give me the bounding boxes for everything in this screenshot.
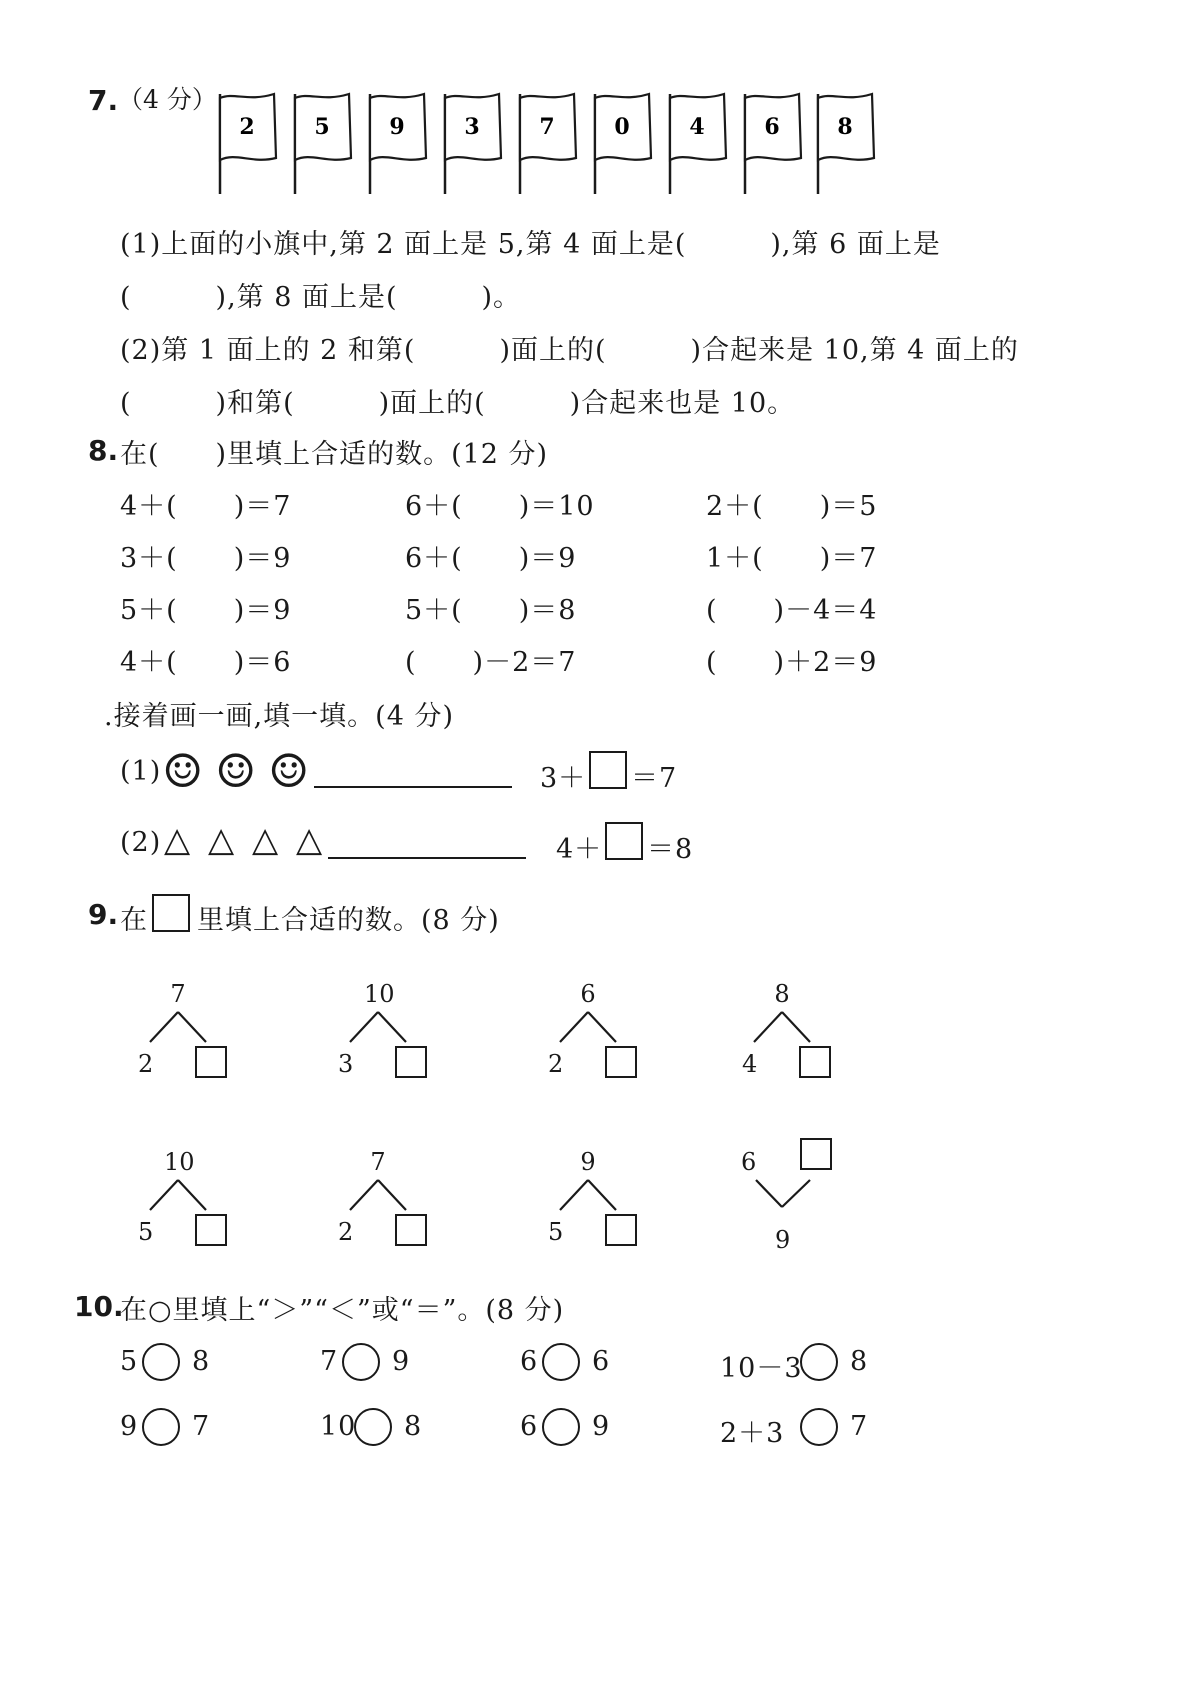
bond-total: 6 xyxy=(580,980,596,1008)
bond-total: 9 xyxy=(580,1148,596,1176)
q8-eq-r3c1: 5＋( )＝9 xyxy=(120,595,292,626)
compare-right: 8 xyxy=(192,1346,211,1377)
compare-circle[interactable] xyxy=(342,1343,380,1381)
triangle-icon: △ xyxy=(296,820,323,860)
compare-right: 7 xyxy=(850,1411,869,1442)
q7-score: （4 分） xyxy=(118,85,217,114)
q8-eq-r1c1: 4＋( )＝7 xyxy=(120,491,292,522)
answer-box[interactable] xyxy=(395,1214,427,1246)
compare-left: 6 xyxy=(520,1346,539,1377)
bond-total: 8 xyxy=(774,980,790,1008)
q8-eq-r4c2: ( )－2＝7 xyxy=(405,647,577,678)
q8-eq-r4c3: ( )＋2＝9 xyxy=(706,647,878,678)
flag-icon xyxy=(743,92,807,196)
draw-answer-line-2[interactable] xyxy=(328,857,526,859)
q8-eq-r1c3: 2＋( )＝5 xyxy=(706,491,878,522)
flag-icon xyxy=(668,92,732,196)
flag-icon xyxy=(293,92,357,196)
compare-right: 9 xyxy=(392,1346,411,1377)
draw-part1-label: (1) xyxy=(120,756,162,787)
smiley-face-icon: ☺ xyxy=(162,744,204,798)
draw-title: .接着画一画,填一填。(4 分) xyxy=(104,701,454,732)
bond-part-left: 3 xyxy=(338,1050,354,1078)
flag-icon xyxy=(593,92,657,196)
draw-eq2-right: ＝8 xyxy=(647,834,694,865)
bond-total: 7 xyxy=(370,1148,386,1176)
flag-number: 9 xyxy=(389,114,405,140)
compare-left: 10－3 xyxy=(720,1353,803,1384)
q10-title: 在○里填上“＞”“＜”或“＝”。(8 分) xyxy=(120,1295,565,1326)
compare-right: 8 xyxy=(850,1346,869,1377)
bond-total-bottom: 9 xyxy=(775,1226,791,1254)
answer-box[interactable] xyxy=(605,1046,637,1078)
q7-part2-line2: ( )和第( )面上的( )合起来也是 10。 xyxy=(120,388,796,419)
answer-box[interactable] xyxy=(195,1214,227,1246)
compare-left: 9 xyxy=(120,1411,139,1442)
smiley-face-icon: ☺ xyxy=(268,744,310,798)
q8-eq-r2c1: 3＋( )＝9 xyxy=(120,543,292,574)
q7-number: 7. xyxy=(88,84,119,117)
draw-eq1-left: 3＋ xyxy=(540,763,587,794)
q8-number: 8. xyxy=(88,434,119,467)
q9-title-pre: 在 xyxy=(120,905,148,936)
compare-circle[interactable] xyxy=(542,1408,580,1446)
q7-part1-line2: ( ),第 8 面上是( )。 xyxy=(120,282,522,313)
q7-part2-line1: (2)第 1 面上的 2 和第( )面上的( )合起来是 10,第 4 面上的 xyxy=(120,335,1019,366)
bond-part-left: 2 xyxy=(138,1050,154,1078)
flag-icon xyxy=(518,92,582,196)
answer-box[interactable] xyxy=(395,1046,427,1078)
compare-circle[interactable] xyxy=(800,1343,838,1381)
answer-box[interactable] xyxy=(605,1214,637,1246)
flag-number: 2 xyxy=(239,114,255,140)
bond-part-left: 4 xyxy=(742,1050,758,1078)
answer-box[interactable] xyxy=(800,1138,832,1170)
answer-box[interactable] xyxy=(605,822,643,860)
bond-part-left: 5 xyxy=(548,1218,564,1246)
q8-title: 在( )里填上合适的数。(12 分) xyxy=(120,439,549,470)
bond-part-left: 6 xyxy=(741,1148,757,1176)
compare-circle[interactable] xyxy=(354,1408,392,1446)
q8-eq-r2c2: 6＋( )＝9 xyxy=(405,543,577,574)
title-box-icon xyxy=(152,894,190,932)
smiley-face-icon: ☺ xyxy=(215,744,257,798)
draw-answer-line-1[interactable] xyxy=(314,786,512,788)
triangle-icon: △ xyxy=(164,820,191,860)
bond-part-left: 2 xyxy=(338,1218,354,1246)
q8-eq-r3c3: ( )－4＝4 xyxy=(706,595,878,626)
q7-part1-line1: (1)上面的小旗中,第 2 面上是 5,第 4 面上是( ),第 6 面上是 xyxy=(120,229,941,260)
bond-part-left: 2 xyxy=(548,1050,564,1078)
compare-right: 8 xyxy=(404,1411,423,1442)
triangle-icon: △ xyxy=(252,820,279,860)
draw-part2-label: (2) xyxy=(120,827,162,858)
compare-left: 5 xyxy=(120,1346,139,1377)
compare-left: 6 xyxy=(520,1411,539,1442)
q10-number: 10. xyxy=(74,1290,124,1323)
answer-box[interactable] xyxy=(589,751,627,789)
q9-number: 9. xyxy=(88,898,119,931)
draw-eq2-left: 4＋ xyxy=(556,834,603,865)
compare-circle[interactable] xyxy=(800,1408,838,1446)
flag-icon xyxy=(816,92,880,196)
q8-eq-r2c3: 1＋( )＝7 xyxy=(706,543,878,574)
bond-total: 10 xyxy=(164,1148,195,1176)
bond-part-left: 5 xyxy=(138,1218,154,1246)
compare-right: 7 xyxy=(192,1411,211,1442)
compare-left: 7 xyxy=(320,1346,339,1377)
flag-number: 4 xyxy=(689,114,705,140)
bond-total: 10 xyxy=(364,980,395,1008)
bond-lines-inverted xyxy=(0,0,1,1)
q8-eq-r4c1: 4＋( )＝6 xyxy=(120,647,292,678)
q8-eq-r3c2: 5＋( )＝8 xyxy=(405,595,577,626)
bond-total: 7 xyxy=(170,980,186,1008)
compare-circle[interactable] xyxy=(142,1408,180,1446)
compare-circle[interactable] xyxy=(142,1343,180,1381)
draw-eq1-right: ＝7 xyxy=(631,763,678,794)
q8-eq-r1c2: 6＋( )＝10 xyxy=(405,491,595,522)
flag-number: 8 xyxy=(837,114,853,140)
q9-title-post: 里填上合适的数。(8 分) xyxy=(197,905,500,936)
flag-icon xyxy=(218,92,282,196)
flag-number: 6 xyxy=(764,114,780,140)
flag-number: 3 xyxy=(464,114,480,140)
compare-right: 9 xyxy=(592,1411,611,1442)
flag-icon xyxy=(368,92,432,196)
answer-box[interactable] xyxy=(799,1046,831,1078)
compare-left: 10 xyxy=(320,1411,357,1442)
answer-box[interactable] xyxy=(195,1046,227,1078)
compare-right: 6 xyxy=(592,1346,611,1377)
flag-icon xyxy=(443,92,507,196)
flag-number: 7 xyxy=(539,114,555,140)
flag-number: 5 xyxy=(314,114,330,140)
flag-number: 0 xyxy=(614,114,630,140)
compare-left: 2＋3 xyxy=(720,1418,785,1449)
compare-circle[interactable] xyxy=(542,1343,580,1381)
triangle-icon: △ xyxy=(208,820,235,860)
